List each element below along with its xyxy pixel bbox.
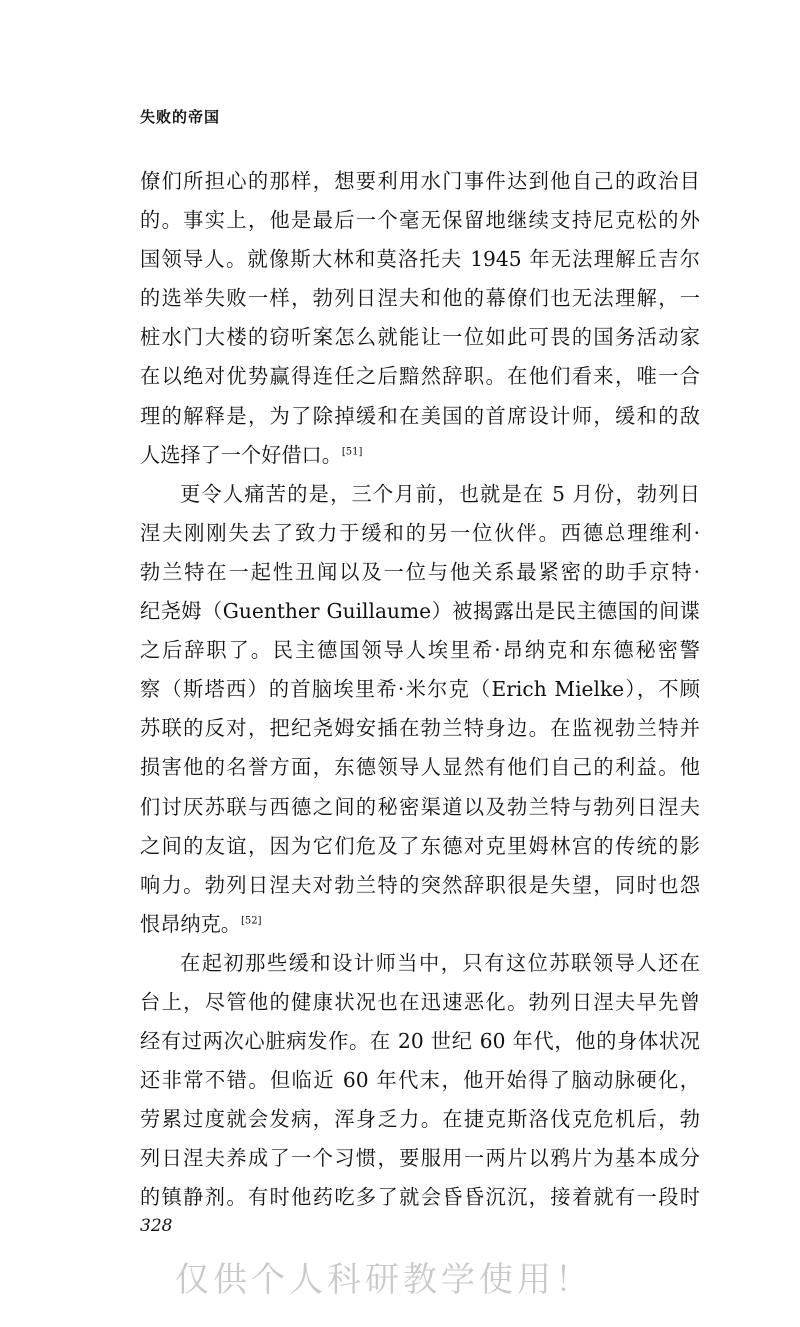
text-line: 台上，尽管他的健康状况也在迅速恶化。勃列日涅夫早先曾 (140, 989, 700, 1014)
body-text (140, 162, 700, 1218)
text-line (140, 905, 700, 944)
text-line: 损害他的名誉方面，东德领导人显然有他们自己的利益。他 (140, 755, 700, 780)
text-line: 经有过两次心脏病发作。在 20 世纪 60 年代，他的身体状况 (140, 1029, 700, 1054)
footnote-ref: [52] (240, 915, 262, 927)
text-line: 还非常不错。但临近 60 年代末，他开始得了脑动脉硬化， (140, 1068, 700, 1093)
text-line: 的镇静剂。有时他药吃多了就会昏昏沉沉，接着就有一段时 (140, 1185, 700, 1210)
footnote-ref: [51] (341, 445, 363, 457)
text-line: 纪尧姆（Guenther Guillaume）被揭露出是民主德国的间谍 (140, 599, 700, 624)
text-line: 们讨厌苏联与西德之间的秘密渠道以及勃兰特与勃列日涅夫 (140, 794, 700, 819)
text-line: 涅夫刚刚失去了致力于缓和的另一位伙伴。西德总理维利· (140, 520, 700, 545)
text-line: 僚们所担心的那样，想要利用水门事件达到他自己的政治目 (140, 169, 700, 193)
text-line: 理的解释是，为了除掉缓和在美国的首席设计师，缓和的敌 (140, 403, 700, 428)
text-line: 国领导人。就像斯大林和莫洛托夫 1945 年无法理解丘吉尔 (140, 247, 700, 272)
text-line: 勃兰特在一起性丑闻以及一位与他关系最紧密的助手京特· (140, 559, 700, 584)
text-line: 之间的友谊，因为它们危及了东德对克里姆林宫的传统的影 (140, 833, 700, 858)
text-line: 更令人痛苦的是，三个月前，也就是在 5 月份，勃列日 (180, 481, 700, 506)
text-line-content: 恨昂纳克。 (140, 911, 241, 936)
text-line: 的。事实上，他是最后一个毫无保留地继续支持尼克松的外 (140, 208, 700, 233)
text-line: 桩水门大楼的窃听案怎么就能让一位如此可畏的国务活动家 (140, 325, 700, 350)
page-number: 328 (140, 1216, 173, 1236)
text-line: 在以绝对优势赢得连任之后黯然辞职。在他们看来，唯一合 (140, 364, 700, 389)
text-line: 列日涅夫养成了一个习惯，要服用一两片以鸦片为基本成分 (140, 1146, 700, 1171)
text-line-content: 人选择了一个好借口。 (140, 442, 342, 467)
text-line: 的选举失败一样，勃列日涅夫和他的幕僚们也无法理解，一 (140, 286, 700, 311)
watermark: 仅供个人科研教学使用！ (175, 1260, 593, 1300)
running-header: 失败的帝国 (140, 108, 221, 126)
text-line: 之后辞职了。民主德国领导人埃里希·昂纳克和东德秘密警 (140, 638, 700, 663)
text-line: 苏联的反对，把纪尧姆安插在勃兰特身边。在监视勃兰特并 (140, 716, 700, 741)
text-line: 响力。勃列日涅夫对勃兰特的突然辞职很是失望，同时也怨 (140, 872, 700, 897)
text-line (140, 436, 700, 475)
text-line: 察（斯塔西）的首脑埃里希·米尔克（Erich Mielke），不顾 (140, 677, 700, 702)
text-line: 在起初那些缓和设计师当中，只有这位苏联领导人还在 (180, 950, 700, 975)
text-line: 劳累过度就会发病，浑身乏力。在捷克斯洛伐克危机后，勃 (140, 1107, 700, 1132)
